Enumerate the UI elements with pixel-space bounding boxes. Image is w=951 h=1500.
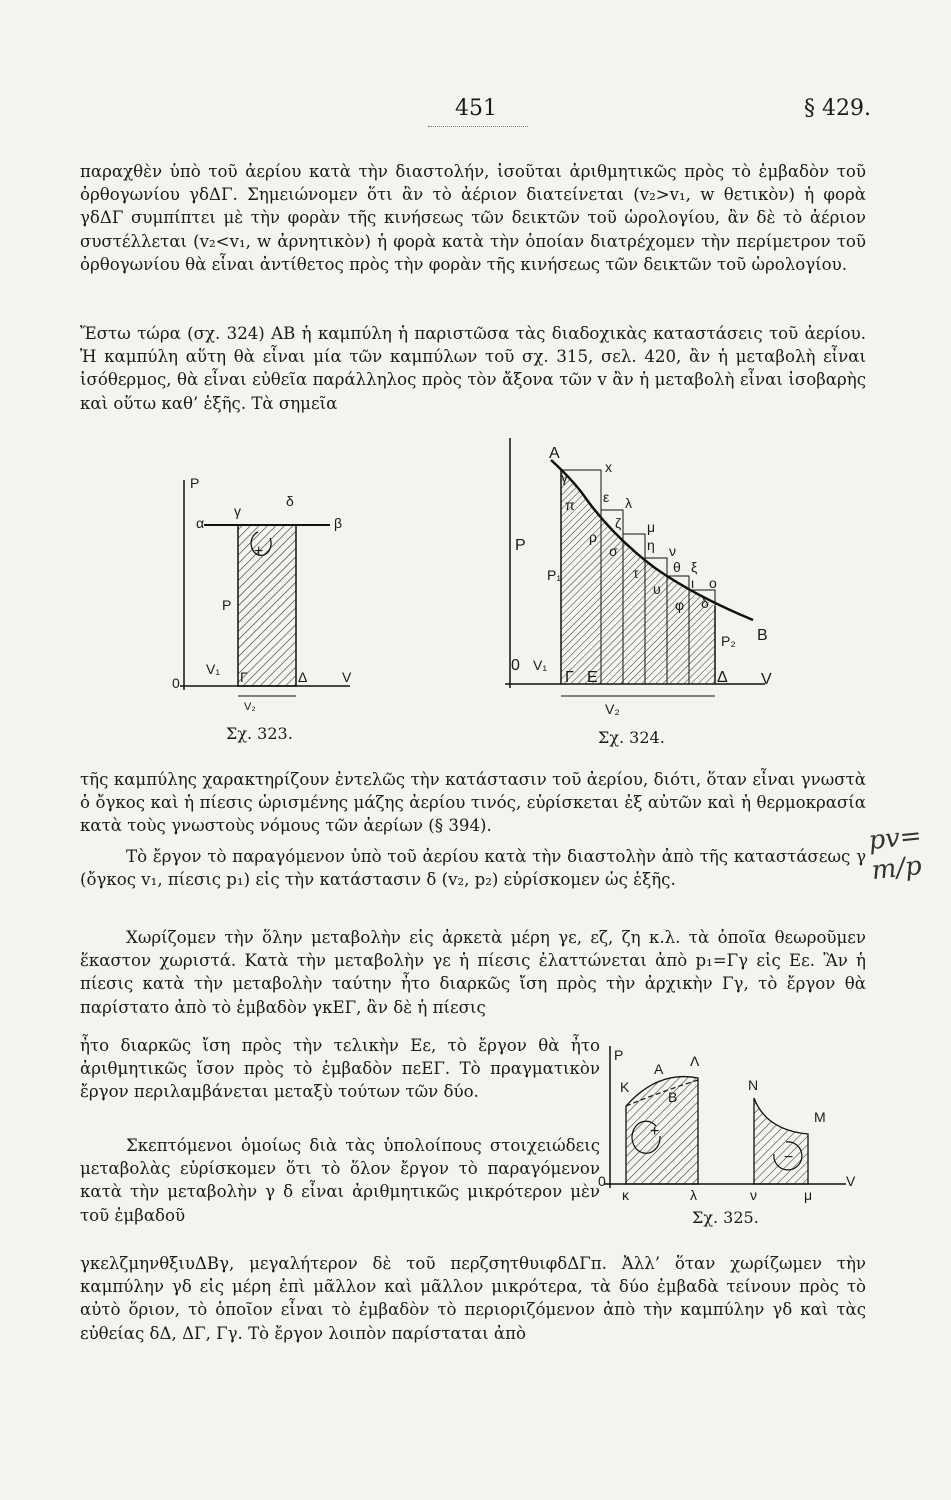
fig324-A-label: A: [549, 445, 560, 462]
fig325-minus-sign: −: [784, 1149, 794, 1166]
fig325-M-label: M: [814, 1109, 826, 1125]
fig324-epsilon-label: ε: [603, 489, 610, 505]
paragraph-2: Ἔστω τώρα (σχ. 324) ΑΒ ἡ καμπύλη ἡ παριστῶσα τὰς διαδοχικὰς καταστάσεις τοῦ ἀερίου. Ἡ καμπύλη αὕτη θὰ εἶναι μία τῶν καμπύλων τοῦ σχ. 315, σελ. 420, ἂν ἡ μεταβολὴ εἶναι ἰσόθερμος, θὰ εἶναι εὐθεῖα παράλληλος πρὸς τὸν ἄξονα τῶν v ἂν ἡ μεταβολὴ εἶναι ἰσοβαρὴς καὶ οὕτω καθ’ ἑξῆς. Τὰ σημεῖα: [80, 324, 866, 413]
section-number: § 429.: [804, 96, 871, 121]
fig324-P2-label: P₂: [721, 633, 736, 649]
fig323-delta-label: δ: [286, 493, 294, 509]
fig324-rho-label: ρ: [589, 529, 597, 545]
fig324-upsilon-label: υ: [653, 581, 661, 597]
fig324-G-label: Γ: [565, 669, 574, 686]
fig325-Lambda-label: Λ: [690, 1053, 700, 1069]
fig324-D-label: Δ: [717, 669, 728, 686]
caption-fig-323: Σχ. 323.: [226, 724, 293, 743]
figure-325: [598, 1040, 863, 1215]
fig323-alpha-label: α: [196, 515, 205, 531]
fig324-mu-label: μ: [647, 519, 656, 535]
fig324-delta-label: δ: [701, 595, 709, 611]
paragraph-3: τῆς καμπύλης χαρακτηρίζουν ἐντελῶς τὴν κατάστασιν τοῦ ἀερίου, διότι, ὅταν εἶναι γνωστὰ ὁ ὄγκος καὶ ἡ πίεσις ὡρισμένης μάζης ἀερίου τινός, εὑρίσκεται ἐξ αὐτῶν καὶ ἡ θερμοκρασία κατὰ τοὺς γνωστοὺς νόμους τῶν ἀερίων (§ 394).: [80, 770, 866, 836]
fig325-N-label: N: [748, 1077, 759, 1093]
figure-323: [170, 470, 370, 713]
fig323-v-label: V: [342, 669, 352, 685]
fig323-plus-sign: +: [254, 543, 264, 560]
paragraph-7: Σκεπτόμενοι ὁμοίως διὰ τὰς ὑπολοίπους στοιχειώδεις μεταβολὰς εὑρίσκομεν ὅτι τὸ ὅλον ἔργον τὸ παραγόμενον κατὰ τὴν μεταβολὴν γ δ εἶναι ἀριθμητικῶς μικρότερον μὲν τοῦ ἐμβαδοῦ: [80, 1136, 600, 1225]
fig324-iota-label: ι: [691, 575, 695, 591]
fig323-v1-label: V₁: [206, 661, 221, 677]
fig325-plus-sign: +: [650, 1123, 660, 1140]
paragraph-5: Χωρίζομεν τὴν ὅλην μεταβολὴν εἰς ἀρκετὰ μέρη γε, εζ, ζη κ.λ. τὰ ὁποῖα θεωροῦμεν ἕκαστον χωριστά. Κατὰ τὴν μεταβολὴν γε ἡ πίεσις ἐλαττώνεται ἀπὸ p₁=Γγ εἰς Εε. Ἂν ἡ πίεσις κατὰ τὴν μεταβολὴν ταύτην ἦτο διαρκῶς ἴση πρὸς τὴν ἀρχικὴν Γγ, τὸ ἔργον θὰ παρίστατο ἀπὸ τὸ ἐμβαδὸν γκΕΓ, ἂν δὲ ἡ πίεσις: [80, 928, 866, 1017]
fig324-P-label: P: [515, 537, 526, 554]
fig325-kappa-label: κ: [622, 1187, 629, 1203]
fig325-P-label: P: [614, 1047, 624, 1063]
paragraph-4: Τὸ ἔργον τὸ παραγόμενον ὑπὸ τοῦ ἀερίου κατὰ τὴν διαστολὴν ἀπὸ τῆς καταστάσεως γ (ὄγκος v₁, πίεσις p₁) εἰς τὴν κατάστασιν δ (v₂, p₂) εὑρίσκομεν ὡς ἑξῆς.: [80, 847, 866, 890]
fig323-p-label: P: [222, 597, 232, 613]
fig324-o-label: o: [709, 575, 717, 591]
fig325-nu-label: ν: [750, 1187, 757, 1203]
fig324-phi-label: φ: [675, 597, 685, 613]
fig324-v-label: V: [761, 671, 772, 688]
fig323-gamma-label: γ: [234, 503, 241, 519]
fig323-delta-cap-label: Δ: [298, 669, 308, 685]
fig325-mu-label: μ: [804, 1187, 813, 1203]
fig324-zeta-label: ζ: [615, 515, 622, 531]
fig323-v2-label: V₂: [244, 701, 256, 713]
fig323-p-axis-label: P: [190, 475, 200, 491]
fig324-sigma-label: σ: [609, 543, 618, 559]
caption-fig-324: Σχ. 324.: [598, 728, 665, 747]
fig324-theta-label: θ: [673, 559, 681, 575]
fig324-E-label: Ε: [587, 669, 598, 686]
fig324-origin-label: 0: [511, 657, 520, 674]
handwritten-margin-note: pv= m/p: [867, 820, 924, 887]
caption-fig-325: Σχ. 325.: [692, 1208, 759, 1227]
paragraph-8: γκελζμηνθξιυΔΒγ, μεγαλήτερον δὲ τοῦ περζσητθυιφδΔΓπ. Ἀλλ’ ὅταν χωρίζωμεν τὴν καμπύλην γδ εἰς μέρη ἐπὶ μᾶλλον καὶ μᾶλλον μικρότερα, τὰ δύο ἐμβαδὰ τείνουν πρὸς τὸ αὐτὸ ὅριον, τὸ ὁποῖον εἶναι τὸ ἐμβαδὸν τὸ περιοριζόμενον ἀπὸ τὴν καμπύλην γδ καὶ τὰς εὐθείας δΔ, ΔΓ, Γγ. Τὸ ἔργον λοιπὸν παρίσταται ἀπὸ: [80, 1254, 866, 1343]
fig324-P1-label: P₁: [547, 567, 562, 583]
fig323-beta-label: β: [334, 515, 343, 531]
fig324-x-label: x: [605, 459, 612, 475]
fig324-B-label: B: [757, 627, 768, 644]
fig324-gamma-label: γ: [561, 469, 568, 485]
fig324-pi-label: π: [565, 497, 575, 513]
fig325-v-label: V: [846, 1173, 856, 1189]
fig325-A-label: A: [654, 1061, 664, 1077]
fig323-gamma-cap-label: Γ: [240, 669, 248, 685]
figure-324: [505, 438, 790, 718]
fig324-tau-label: τ: [633, 565, 639, 581]
paragraph-1: παραχθὲν ὑπὸ τοῦ ἀερίου κατὰ τὴν διαστολήν, ἰσοῦται ἀριθμητικῶς πρὸς τὸ ἐμβαδὸν τοῦ ὀρθογωνίου γδΔΓ. Σημειώνομεν ὅτι ἂν τὸ ἀέριον διατείνεται (v₂>v₁, w θετικὸν) ἡ φορὰ γδΔΓ συμπίπτει μὲ τὴν φορὰν τῆς κινήσεως τῶν δεικτῶν τοῦ ὡρολογίου, ἂν δὲ τὸ ἀέριον συστέλλεται (v₂<v₁, w ἀρνητικὸν) ἡ φορὰ κατὰ τὴν ὁποίαν διατρέχομεν τὴν περίμετρον τοῦ ὀρθογωνίου θὰ εἶναι ἀντίθετος πρὸς τὴν φορὰν τῆς κινήσεως τῶν δεικτῶν τοῦ ὡρολογίου.: [80, 162, 866, 274]
fig324-v2-label: V₂: [605, 701, 620, 717]
fig324-lambda-label: λ: [625, 495, 632, 511]
fig325-origin-label: 0: [598, 1173, 606, 1189]
fig324-xi-label: ξ: [691, 559, 698, 575]
fig325-B-label: B: [668, 1089, 678, 1105]
fig323-origin-label: 0: [172, 675, 180, 691]
fig324-eta-label: η: [647, 537, 655, 553]
fig325-lambda-label: λ: [690, 1187, 697, 1203]
page-number: 451: [455, 96, 497, 121]
fig324-nu-label: ν: [669, 543, 676, 559]
fig325-K-label: K: [620, 1079, 630, 1095]
fig324-v1-label: V₁: [533, 657, 548, 673]
paragraph-6: ἦτο διαρκῶς ἴση πρὸς τὴν τελικὴν Εε, τὸ ἔργον θὰ ἦτο ἀριθμητικῶς ἴσον πρὸς τὸ ἐμβαδὸν πεΕΓ. Τὸ πραγματικὸν ἔργον περιλαμβάνεται μεταξὺ τούτων τῶν δύο.: [80, 1036, 600, 1102]
header-rule: [428, 126, 528, 127]
